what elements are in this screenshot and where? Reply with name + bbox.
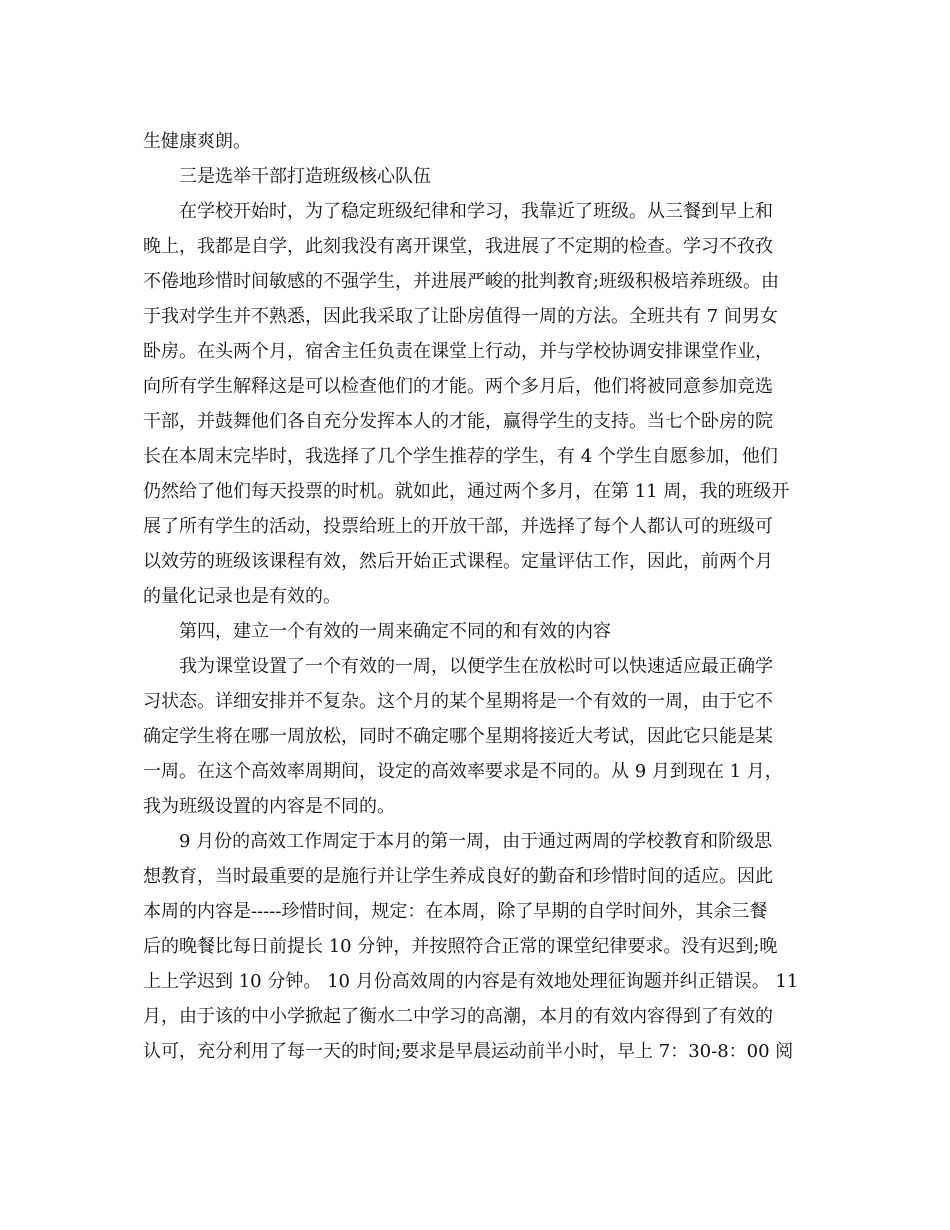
text-line: 习状态。详细安排并不复杂。这个月的某个星期将是一个有效的一周，由于它不	[143, 691, 773, 712]
text-line: 不倦地珍惜时间敏感的不强学生，并进展严峻的批判教育;班级积极培养班级。由	[143, 271, 780, 292]
text-line: 我为班级设置的内容是不同的。	[143, 796, 395, 817]
document-body	[143, 124, 811, 1069]
text-line: 的量化记录也是有效的。	[143, 586, 341, 607]
text-line: 上上学迟到 10 分钟。 10 月份高效周的内容是有效地处理征询题并纠正错误。 11	[143, 971, 799, 992]
text-line: 以效劳的班级该课程有效，然后开始正式课程。定量评估工作，因此，前两个月	[143, 551, 773, 572]
text-line: 确定学生将在哪一周放松，同时不确定哪个星期将接近大考试，因此它只能是某	[143, 726, 773, 747]
section-heading: 第四，建立一个有效的一周来确定不同的和有效的内容	[179, 621, 611, 642]
text-line: 展了所有学生的活动，投票给班上的开放干部，并选择了每个人都认可的班级可	[143, 516, 773, 537]
text-line: 长在本周末完毕时，我选择了几个学生推荐的学生，有 4 个学生自愿参加，他们	[143, 446, 778, 467]
text-line: 仍然给了他们每天投票的时机。就如此，通过两个多月，在第 11 周，我的班级开	[143, 481, 790, 502]
text-line: 后的晚餐比每日前提长 10 分钟，并按照符合正常的课堂纪律要求。没有迟到;晚	[143, 936, 778, 957]
text-line: 晚上，我都是自学，此刻我没有离开课堂，我进展了不定期的检查。学习不孜孜	[143, 236, 773, 257]
text-line: 月，由于该的中小学掀起了衡水二中学习的高潮，本月的有效内容得到了有效的	[143, 1006, 773, 1027]
text-line: 认可，充分利用了每一天的时间;要求是早晨运动前半小时，早上 7：30-8：00 阅	[143, 1041, 794, 1062]
text-line: 于我对学生并不熟悉，因此我采取了让卧房值得一周的方法。全班共有 7 间男女	[143, 306, 778, 327]
text-line: 9 月份的高效工作周定于本月的第一周，由于通过两周的学校教育和阶级思	[179, 831, 773, 852]
text-line: 向所有学生解释这是可以检查他们的才能。两个多月后，他们将被同意参加竞选	[143, 376, 773, 397]
text-line: 我为课堂设置了一个有效的一周，以便学生在放松时可以快速适应最正确学	[179, 656, 773, 677]
text-line: 干部，并鼓舞他们各自充分发挥本人的才能，赢得学生的支持。当七个卧房的院	[143, 411, 773, 432]
section-heading: 三是选举干部打造班级核心队伍	[179, 166, 431, 187]
text-line: 一周。在这个高效率周期间，设定的高效率要求是不同的。从 9 月到现在 1 月，	[143, 761, 783, 782]
text-line: 在学校开始时，为了稳定班级纪律和学习，我靠近了班级。从三餐到早上和	[179, 201, 773, 222]
text-line: 卧房。在头两个月，宿舍主任负责在课堂上行动，并与学校协调安排课堂作业，	[143, 341, 773, 362]
text-line: 本周的内容是-----珍惜时间，规定：在本周，除了早期的自学时间外，其余三餐	[143, 901, 768, 922]
text-line: 生健康爽朗。	[143, 131, 251, 152]
text-line: 想教育，当时最重要的是施行并让学生养成良好的勤奋和珍惜时间的适应。因此	[143, 866, 773, 887]
